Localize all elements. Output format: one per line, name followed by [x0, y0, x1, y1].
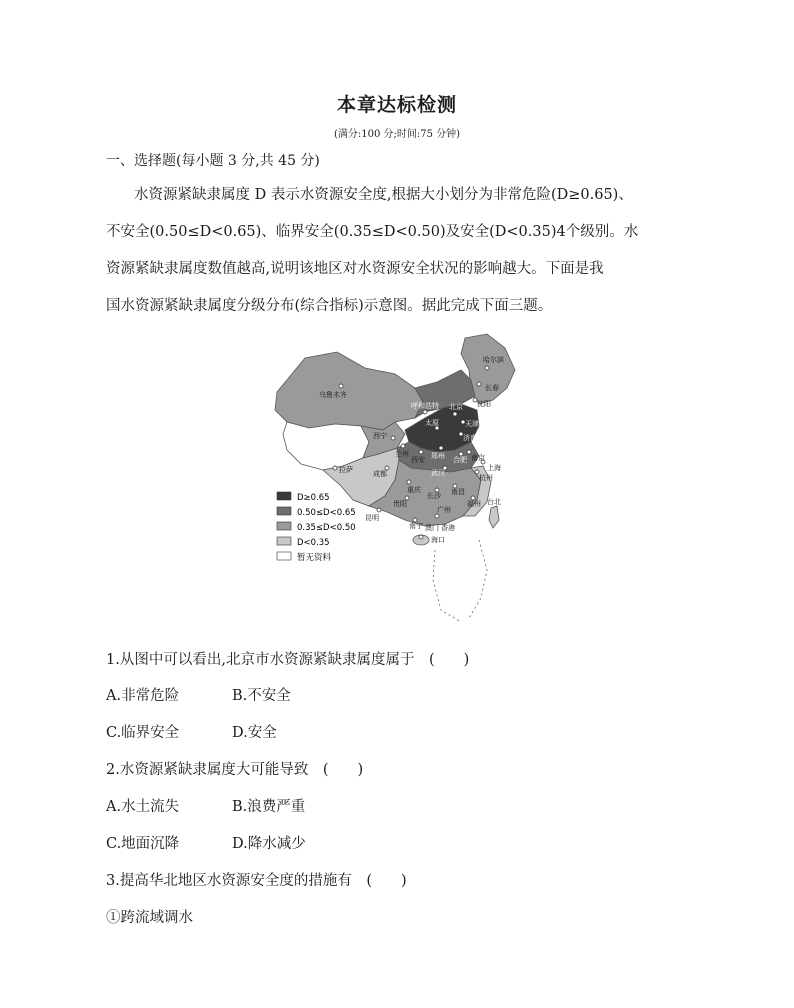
city-label-xianggang: 香港 — [441, 524, 455, 532]
city-label-aomen: 澳门 — [425, 524, 439, 532]
city-label-nanning: 南宁 — [409, 522, 423, 530]
city-label-changchun: 长春 — [485, 384, 499, 392]
city-label-kunming: 昆明 — [365, 514, 379, 522]
city-marker-lanzhou — [401, 444, 405, 448]
legend-label-no-data: 暂无资料 — [297, 553, 332, 563]
city-marker-xining — [391, 436, 395, 440]
question-3-option-1[interactable]: ①跨流域调水 — [106, 910, 193, 926]
city-label-chongqing: 重庆 — [407, 486, 421, 494]
city-marker-kunming — [377, 508, 381, 512]
city-label-guangzhou: 广州 — [437, 506, 451, 514]
legend-swatch-no-data — [277, 552, 291, 560]
city-marker-haerbin — [485, 366, 489, 370]
city-label-nanchang: 南昌 — [451, 488, 465, 496]
question-2-option-a[interactable]: A.水土流失 — [106, 799, 180, 815]
question-1-option-a[interactable]: A.非常危险 — [106, 688, 180, 704]
city-label-hefei: 合肥 — [453, 456, 467, 464]
legend-label-very-dangerous: D≥0.65 — [297, 493, 330, 503]
water-scarcity-map — [265, 330, 530, 630]
city-marker-zhengzhou — [439, 446, 443, 450]
section-heading: 一、选择题(每小题 3 分,共 45 分) — [106, 153, 320, 169]
question-2-option-c[interactable]: C.地面沉降 — [106, 836, 180, 852]
question-1-stem: 1.从图中可以看出,北京市水资源紧缺隶属度属于 ( ) — [106, 652, 470, 668]
city-label-shanghai: 上海 — [487, 464, 501, 472]
map-svg — [265, 330, 530, 630]
city-marker-changchun — [477, 382, 481, 386]
intro-line: 国水资源紧缺隶属度分级分布(综合指标)示意图。据此完成下面三题。 — [106, 298, 553, 314]
city-label-changsha: 长沙 — [427, 492, 441, 500]
city-marker-beijing — [453, 412, 457, 416]
legend-swatch-safe — [277, 537, 291, 545]
page-title: 本章达标检测 — [336, 94, 457, 116]
city-marker-xian — [419, 450, 423, 454]
intro-line: 不安全(0.50≤D<0.65)、临界安全(0.35≤D<0.50)及安全(D<0.35)4个级别。水 — [106, 224, 639, 240]
legend-swatch-very-dangerous — [277, 492, 291, 500]
city-label-chengdu: 成都 — [373, 470, 387, 478]
city-marker-lasa — [333, 466, 337, 470]
map-region-west — [275, 352, 423, 430]
city-label-huhehaote: 呼和浩特 — [411, 402, 439, 410]
page-subtitle: (满分:100 分;时间:75 分钟) — [333, 129, 461, 140]
question-1-option-c[interactable]: C.临界安全 — [106, 725, 180, 741]
city-label-zhengzhou: 郑州 — [431, 452, 445, 460]
question-2-option-d[interactable]: D.降水减少 — [232, 836, 306, 852]
city-label-wuhan: 武汉 — [431, 469, 445, 477]
legend-label-safe: D<0.35 — [297, 538, 330, 548]
question-1-option-b[interactable]: B.不安全 — [232, 688, 291, 704]
city-label-haikou: 海口 — [431, 536, 445, 544]
intro-paragraph — [106, 177, 706, 325]
city-label-haerbin: 哈尔滨 — [483, 356, 504, 364]
legend-label-critical: 0.35≤D<0.50 — [297, 523, 356, 533]
question-2-option-b[interactable]: B.浪费严重 — [232, 799, 306, 815]
city-label-xian: 西安 — [411, 456, 425, 464]
city-label-guiyang: 贵阳 — [393, 500, 407, 508]
city-label-nanjing: 南京 — [471, 454, 485, 462]
city-marker-chongqing — [407, 480, 411, 484]
city-label-beijing: 北京 — [449, 403, 463, 411]
city-label-xining: 西宁 — [373, 432, 387, 440]
city-label-wulumuqi: 乌鲁木齐 — [319, 391, 347, 399]
city-marker-wulumuqi — [339, 384, 343, 388]
intro-line: 水资源紧缺隶属度 D 表示水资源安全度,根据大小划分为非常危险(D≥0.65)、 — [134, 187, 633, 203]
city-label-lasa: 拉萨 — [339, 466, 353, 474]
city-label-taiyuan: 太原 — [425, 419, 439, 427]
legend-swatch-unsafe — [277, 507, 291, 515]
city-label-shenyang: 沈阳 — [477, 400, 491, 408]
city-label-jinan: 济南 — [463, 434, 477, 442]
question-1-option-d[interactable]: D.安全 — [232, 725, 277, 741]
legend-label-unsafe: 0.50≤D<0.65 — [297, 508, 356, 518]
map-region-taiwan — [489, 506, 499, 528]
legend-swatch-critical — [277, 522, 291, 530]
question-3-stem: 3.提高华北地区水资源安全度的措施有 ( ) — [106, 873, 407, 889]
city-marker-huhehaote — [423, 410, 427, 414]
city-label-taibei: 台北 — [487, 498, 501, 506]
city-label-hangzhou: 杭州 — [479, 474, 493, 482]
city-label-tianjin: 天津 — [465, 420, 479, 428]
question-2-stem: 2.水资源紧缺隶属度大可能导致 ( ) — [106, 762, 364, 778]
south-sea-islands — [433, 540, 487, 622]
city-marker-guangzhou — [435, 514, 439, 518]
city-label-fuzhou: 福州 — [467, 500, 481, 508]
intro-line: 资源紧缺隶属度数值越高,说明该地区对水资源安全状况的影响越大。下面是我 — [106, 261, 604, 277]
city-marker-haikou — [419, 535, 423, 539]
city-label-lanzhou: 兰州 — [395, 450, 409, 458]
map-legend — [277, 492, 356, 563]
